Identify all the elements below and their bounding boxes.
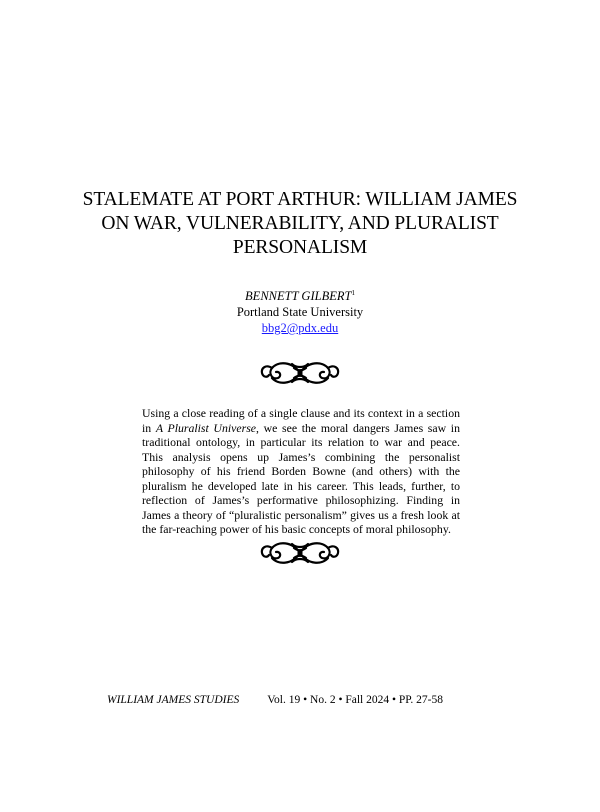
title-line: PERSONALISM (232, 237, 368, 258)
title-line: STALEMATE AT PORT ARTHUR: WILLIAM JAMES (82, 189, 518, 210)
book-title: A Pluralist Universe (155, 420, 257, 435)
author-name-text: BENNETT GILBERT (245, 289, 352, 303)
journal-name: WILLIAM JAMES STUDIES (107, 694, 240, 706)
abstract (142, 406, 460, 537)
abstract-intro: Using a close reading of a single clause and its context in a section in (142, 406, 460, 435)
footnote-marker[interactable]: 1 (351, 289, 355, 297)
author-block (0, 285, 600, 336)
fleuron-icon (258, 538, 342, 568)
author-affiliation: Portland State University (236, 305, 364, 319)
email-link[interactable]: bbg2@pdx.edu (261, 321, 339, 335)
abstract-body: , we see the moral dangers James saw in traditional ontology, in particular its relation to war and peace. This analysis opens up James’s combining the personalist philosophy of his friend Borden Bowne (and others) with the pluralism he developed late in his career. This leads, further, to reflection of James’s performative philosophizing. Finding in James a theory of “pluralistic personalism” gives us a fresh look at the far-reaching power of his basic concepts of moral philosophy. (142, 420, 460, 536)
author-name (0, 285, 600, 304)
fleuron-icon (258, 358, 342, 388)
author-email (0, 320, 600, 336)
article-title (60, 188, 540, 260)
issue-info: Vol. 19 • No. 2 • Fall 2024 • PP. 27-58 (267, 694, 443, 706)
page-footer (107, 694, 507, 706)
title-line: ON WAR, VULNERABILITY, AND PLURALIST (101, 213, 499, 234)
